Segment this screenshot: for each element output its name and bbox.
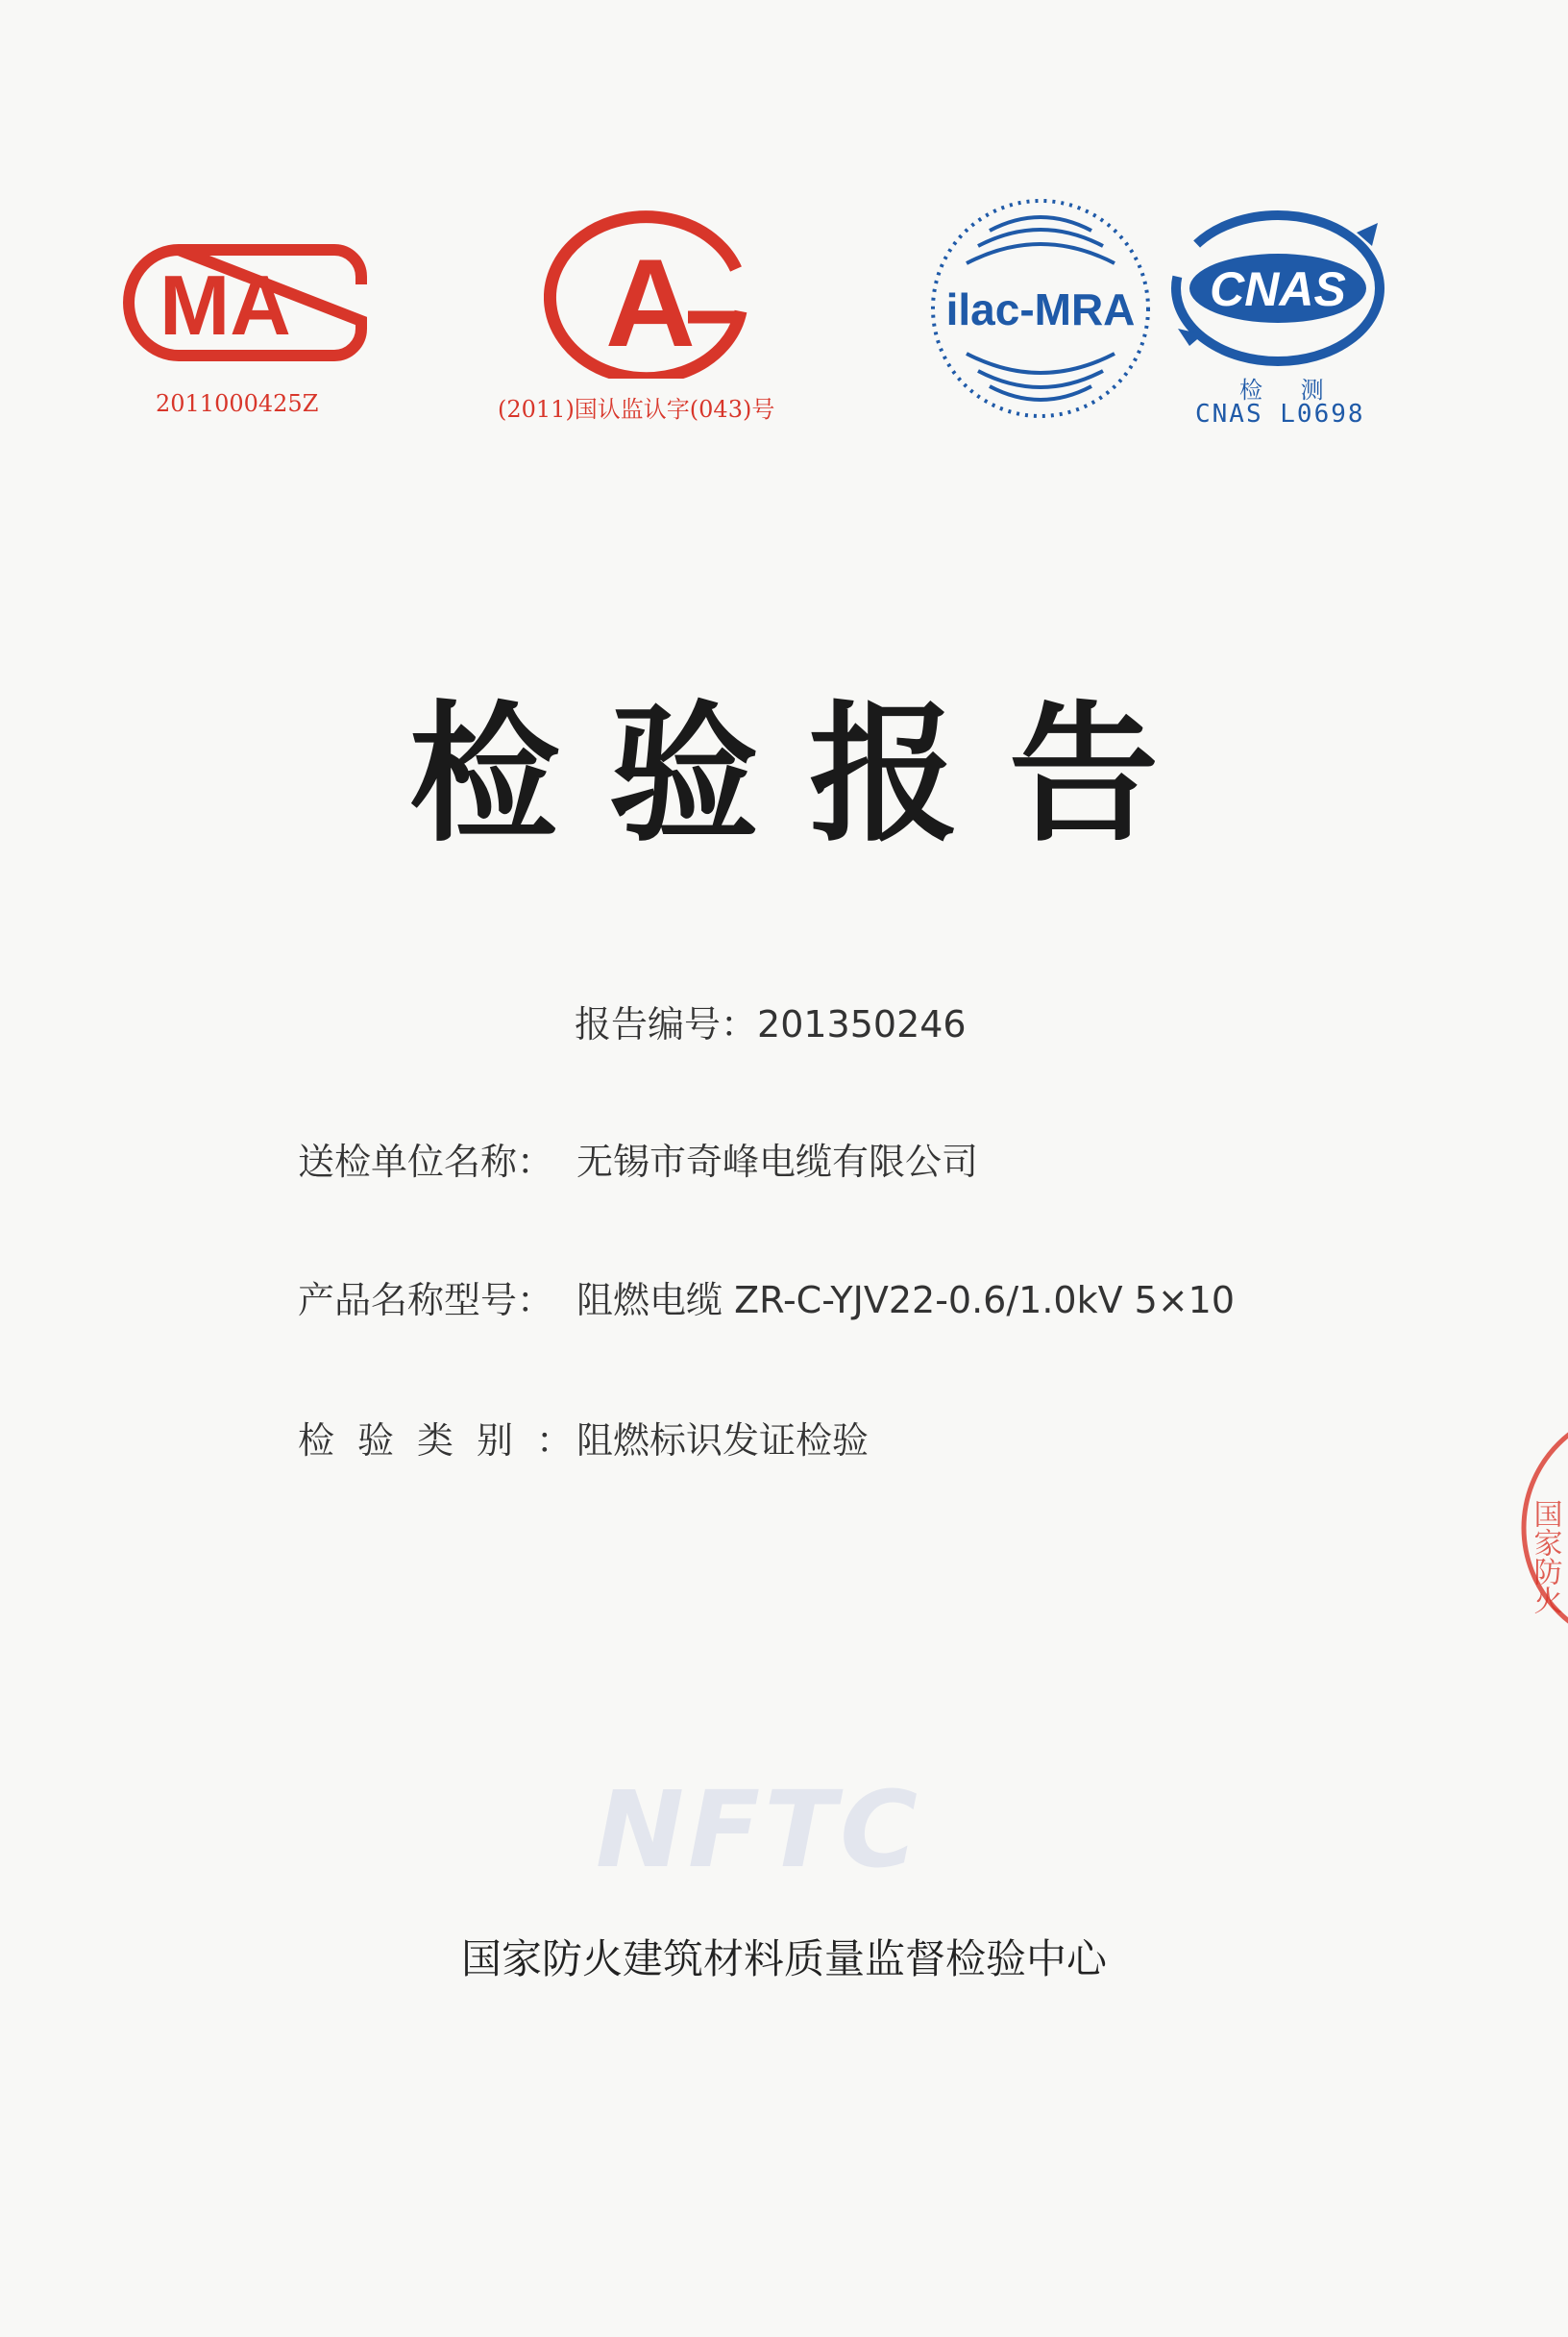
report-number-label: 报告编号： [575,1003,758,1046]
field-product-value: 阻燃电缆 ZR-C-YJV22-0.6/1.0kV 5×10 [576,1279,1236,1321]
report-number-value: 201350246 [757,1003,967,1046]
field-client [298,1132,978,1185]
field-test-type [298,1411,869,1464]
cma-logo [121,242,369,363]
cma-caption: 2011000425Z [156,390,319,417]
ilac-mra-logo-text: ilac-MRA [945,284,1136,334]
cal-logo-text: A [605,233,696,373]
field-client-value: 无锡市奇峰电缆有限公司 [576,1141,979,1183]
field-product [298,1270,1235,1323]
nftc-watermark: NFTC [596,1768,921,1891]
cnas-sub-label: 检 测 [1239,377,1339,404]
field-test-type-label: 检验类别： [298,1419,597,1462]
field-client-label: 送检单位名称： [298,1141,554,1183]
cma-logo-text: MA [159,258,291,353]
cnas-logo-text: CNAS [1210,262,1346,316]
page-title: 检验报告 [409,687,1209,862]
report-number [575,995,967,1047]
official-seal [1489,1403,1568,1657]
ilac-mra-logo [928,196,1153,421]
cal-logo [544,204,757,379]
seal-text: 国家防火 [1528,1499,1562,1614]
field-test-type-value: 阻燃标识发证检验 [576,1419,870,1462]
issuer-name: 国家防火建筑材料质量监督检验中心 [460,1935,1107,1982]
field-product-label: 产品名称型号： [298,1279,554,1321]
cnas-caption: CNAS L0698 [1195,400,1365,429]
cnas-logo [1168,206,1389,369]
cal-caption: (2011)国认监认字(043)号 [498,396,775,423]
